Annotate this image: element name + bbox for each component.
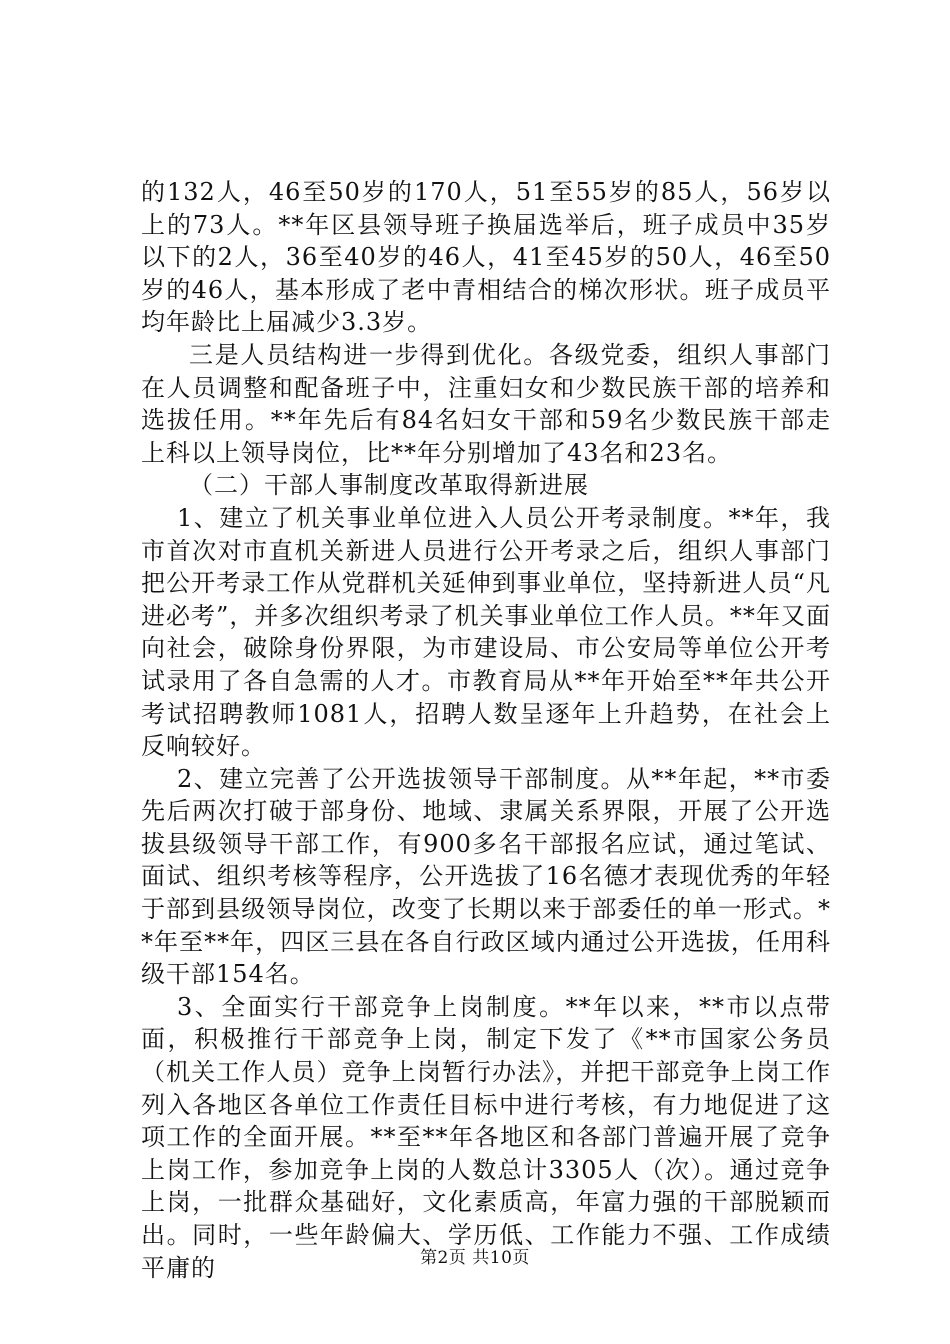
paragraph-age-structure: 的132人，46至50岁的170人，51至55岁的85人，56岁以上的73人。**年区县领导班子换届选举后，班子成员中35岁以下的2人，36至40岁的46人，41至45岁的50人，46至50岁的46人，基本形成了老中青相结合的梯次形状。班子成员平均年龄比上届减少3.3岁。 <box>141 178 831 337</box>
paragraph-public-recruitment: 1、建立了机关事业单位进入人员公开考录制度。**年，我市首次对市直机关新进人员进行公开考录之后，组织人事部门把公开考录工作从党群机关延伸到事业单位，坚持新进人员“凡进必考”，并多次组织考录了机关事业单位工作人员。**年又面向社会，破除身份界限，为市建设局、市公安局等单位公开考试录用了各自急需的人才。市教育局从**年开始至**年共公开考试招聘教师1081人，招聘人数呈逐年上升趋势，在社会上反响较好。 <box>141 503 831 761</box>
section-heading-reform: （二）干部人事制度改革取得新进展 <box>189 471 589 500</box>
paragraph-personnel-structure: 三是人员结构进一步得到优化。各级党委，组织人事部门在人员调整和配备班子中，注重妇女和少数民族干部的培养和选拔任用。**年先后有84名妇女干部和59名少数民族干部走上科以上领导岗位，比**年分别增加了43名和23名。 <box>141 340 831 467</box>
document-body <box>141 176 831 1284</box>
paragraph-competitive-posts: 3、全面实行干部竞争上岗制度。**年以来，**市以点带面，积极推行干部竞争上岗，制定下发了《**市国家公务员（机关工作人员）竞争上岗暂行办法》，并把干部竞争上岗工作列入各地区各单位工作责任目标中进行考核，有力地促进了这项工作的全面开展。**至**年各地区和各部门普遍开展了竞争上岗工作，参加竞争上岗的人数总计3305人（次）。通过竞争上岗，一批群众基础好，文化素质高，年富力强的干部脱颖而出。同时，一些年龄偏大、学历低、工作能力不强、工作成绩平庸的 <box>141 992 831 1282</box>
paragraph-public-selection: 2、建立完善了公开选拔领导干部制度。从**年起，**市委先后两次打破于部身份、地域、隶属关系界限，开展了公开选拔县级领导干部工作，有900多名干部报名应试，通过笔试、面试、组织考核等程序，公开选拔了16名德才表现优秀的年轻于部到县级领导岗位，改变了长期以来于部委任的单一形式。**年至**年，四区三县在各自行政区域内通过公开选拔，任用科级干部154名。 <box>141 764 831 989</box>
page-number-footer: 第2页 共10页 <box>420 1248 530 1268</box>
